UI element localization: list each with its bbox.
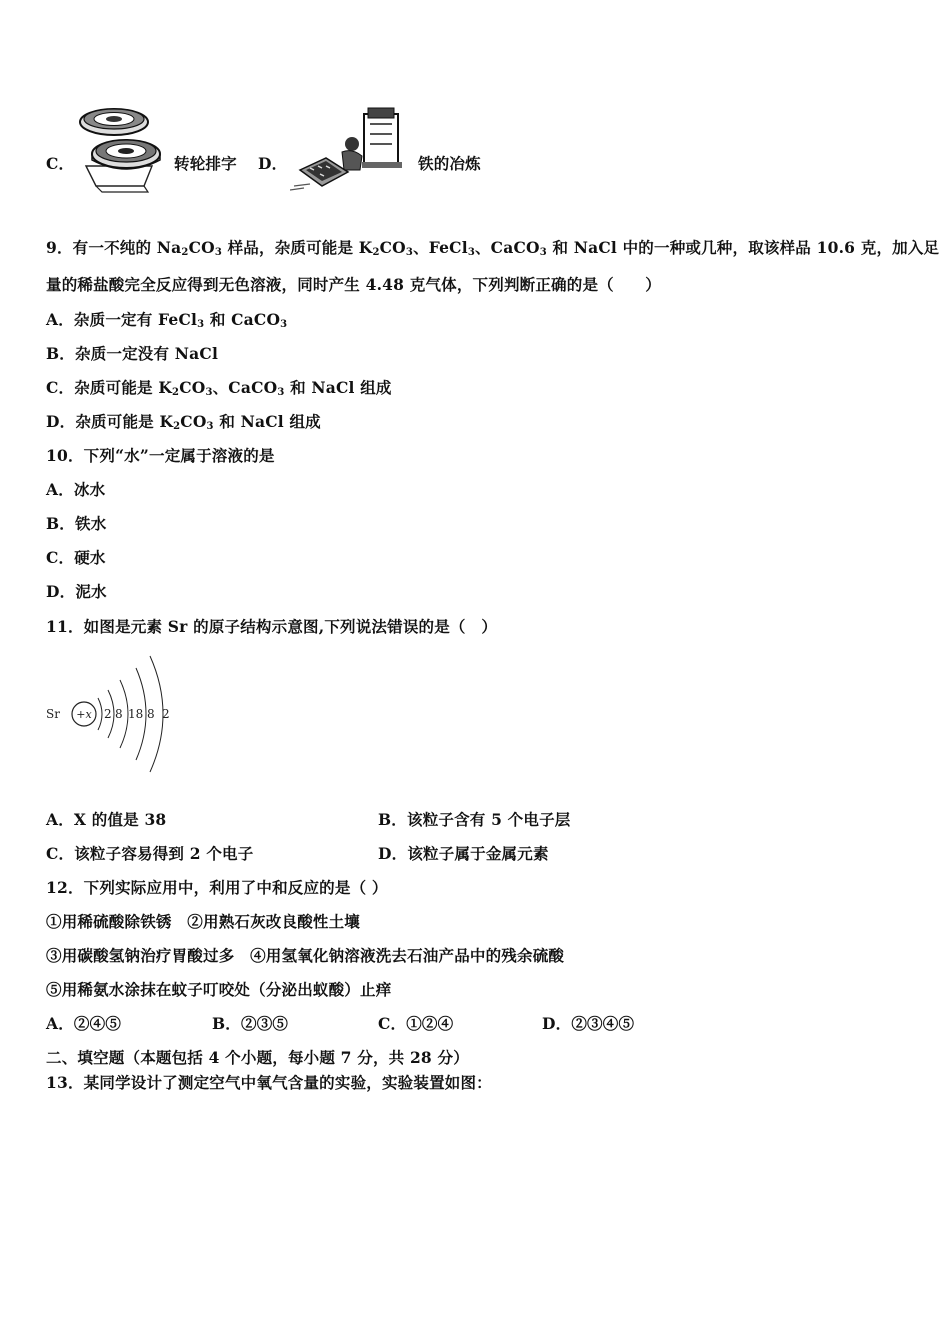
- q8-option-d-label: D．: [258, 154, 288, 173]
- q10-option-a: A．冰水: [46, 480, 106, 499]
- q12-option-c: C．①②④: [378, 1014, 454, 1033]
- q8-option-c-label: C．: [46, 154, 75, 173]
- q12-option-d: D．②③④⑤: [542, 1014, 635, 1033]
- q12-option-b: B．②③⑤: [212, 1014, 289, 1033]
- shell-4-count: 8: [147, 707, 155, 721]
- q11-option-c: C．该粒子容易得到 2 个电子: [46, 844, 254, 863]
- iron-smelting-figure: [290, 100, 410, 195]
- shell-2-count: 8: [115, 707, 123, 721]
- shell-1-count: 2: [104, 707, 112, 721]
- shell-3-count: 18: [128, 707, 144, 721]
- q12-item-5: ⑤用稀氨水涂抹在蚊子叮咬处（分泌出蚁酸）止痒: [46, 980, 392, 999]
- q9-option-a: A．杂质一定有 FeCl$_3$ 和 CaCO$_3$: [46, 310, 288, 330]
- q8-option-c-text: 转轮排字: [174, 154, 237, 173]
- q9-stem-line1: 9．有一不纯的 $Na_2CO_3$ 样品，杂质可能是 $K_2CO_3$、FeCl$_3$、CaCO$_3$ 和 NaCl 中的一种或几种，取该样品 10.6 克，加入足: [46, 238, 940, 258]
- q9-option-d: D．杂质可能是 $K_2CO_3$ 和 NaCl 组成: [46, 412, 321, 432]
- q11-option-b: B．该粒子含有 5 个电子层: [378, 810, 571, 829]
- q11-option-d: D．该粒子属于金属元素: [378, 844, 549, 863]
- type-wheel-figure: [74, 104, 164, 194]
- element-symbol: Sr: [46, 707, 60, 721]
- section-2-title: 二、填空题（本题包括 4 个小题，每小题 7 分，共 28 分）: [46, 1048, 469, 1067]
- q8-option-d-text: 铁的冶炼: [418, 154, 481, 173]
- q12-option-a: A．②④⑤: [46, 1014, 122, 1033]
- q12-items-3-4: ③用碳酸氢钠治疗胃酸过多 ④用氢氧化钠溶液洗去石油产品中的残余硫酸: [46, 946, 565, 965]
- q12-stem: 12．下列实际应用中，利用了中和反应的是（ ）: [46, 878, 388, 897]
- q10-option-c: C．硬水: [46, 548, 106, 567]
- q9-stem-line2: 量的稀盐酸完全反应得到无色溶液，同时产生 4.48 克气体，下列判断正确的是（ ）: [46, 275, 661, 294]
- q13-stem: 13．某同学设计了测定空气中氧气含量的实验，实验装置如图：: [46, 1073, 492, 1092]
- q9-option-c: C．杂质可能是 $K_2CO_3$、CaCO$_3$ 和 NaCl 组成: [46, 378, 392, 398]
- sr-atom-structure-diagram: [44, 652, 184, 778]
- q12-items-1-2: ①用稀硫酸除铁锈 ②用熟石灰改良酸性土壤: [46, 912, 361, 931]
- q11-option-a: A．X 的值是 38: [46, 810, 167, 829]
- nucleus-charge: +x: [76, 708, 92, 721]
- q10-option-d: D．泥水: [46, 582, 107, 601]
- shell-5-count: 2: [162, 707, 170, 721]
- q10-option-b: B．铁水: [46, 514, 107, 533]
- q10-stem: 10．下列“水”一定属于溶液的是: [46, 446, 275, 465]
- q11-stem: 11．如图是元素 Sr 的原子结构示意图,下列说法错误的是（ ）: [46, 617, 498, 636]
- q9-option-b: B．杂质一定没有 NaCl: [46, 344, 219, 363]
